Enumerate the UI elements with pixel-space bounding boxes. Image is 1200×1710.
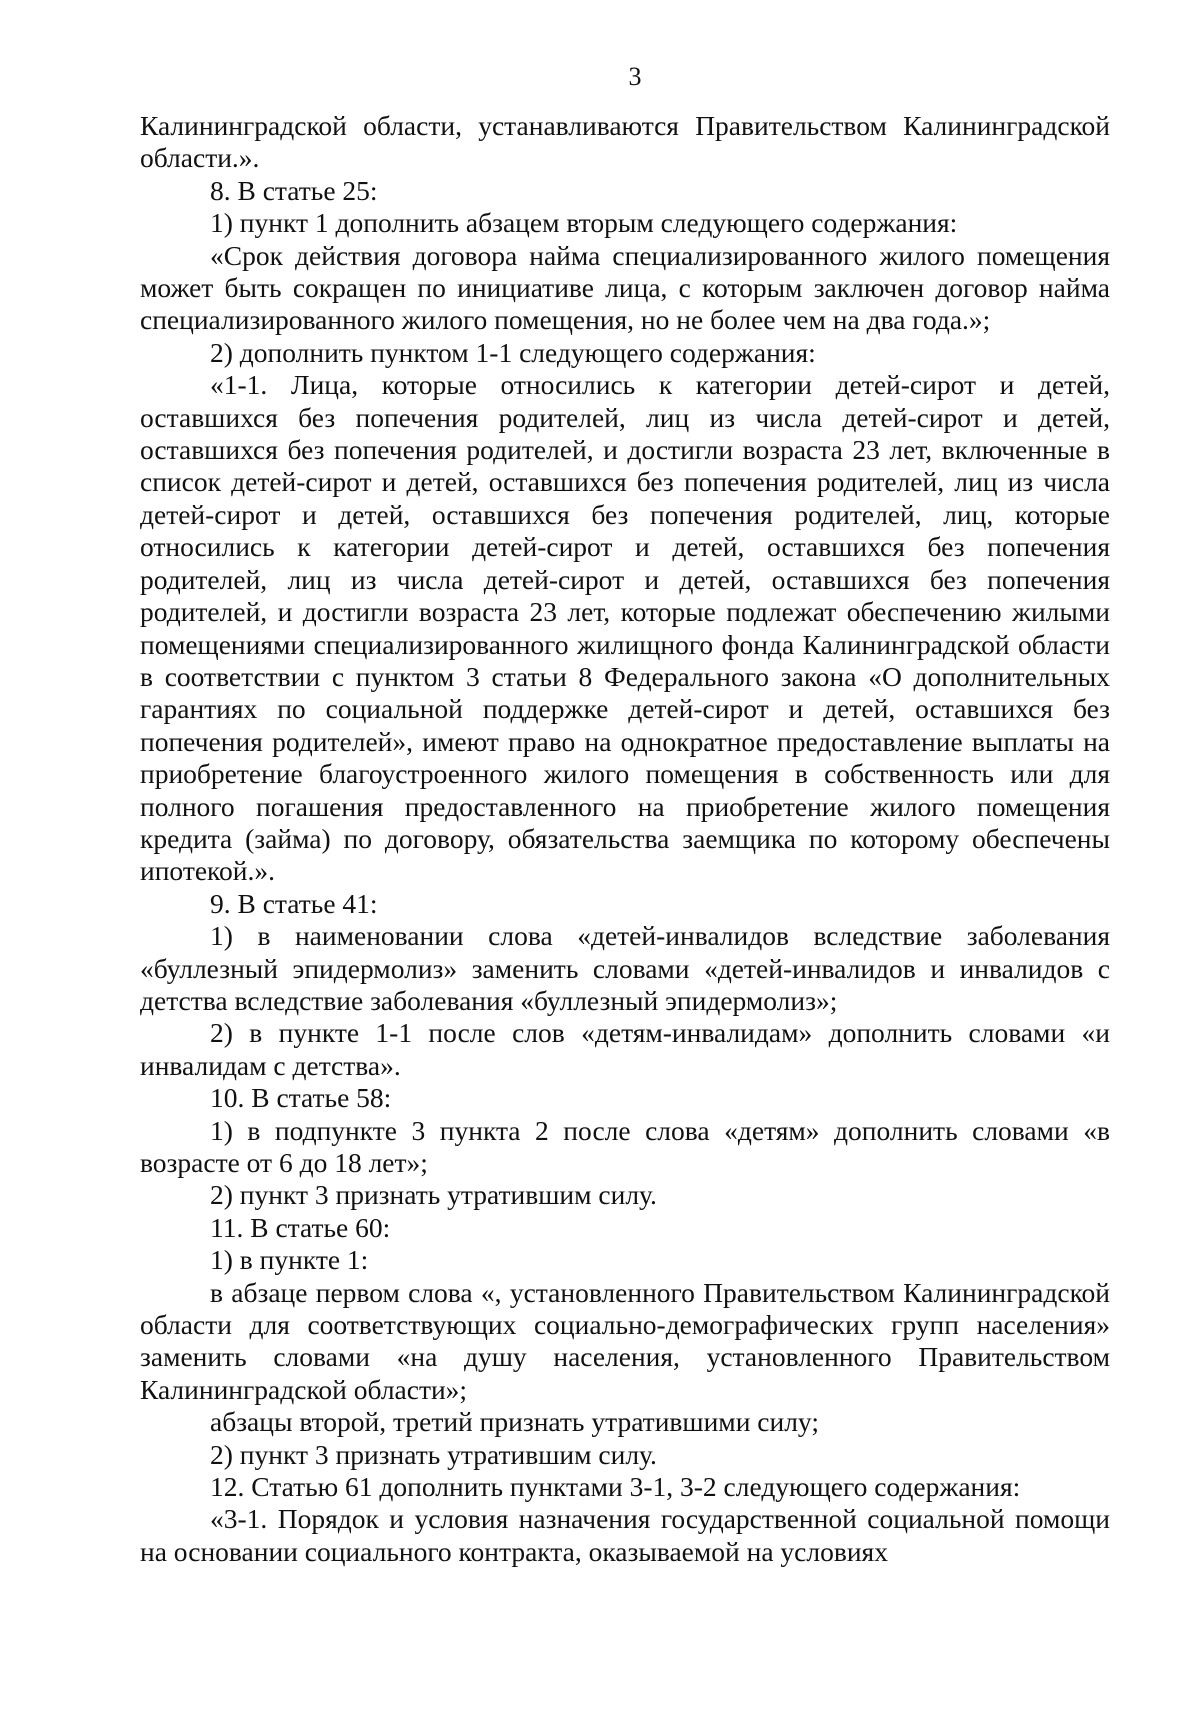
- paragraph: 1) в пункте 1:: [210, 1244, 369, 1276]
- paragraph: «Срок действия договора найма специализированного жилого помещения может быть сокращен по инициативе лица, с которым заключен договор найма специализированного жилого помещения, но не более чем на два года.»;: [140, 239, 1110, 336]
- paragraph: Калининградской области, устанавливаются Правительством Калининградской области.».: [140, 110, 1110, 174]
- paragraph: 11. В статье 60:: [210, 1211, 391, 1243]
- paragraph: в абзаце первом слова «, установленного Правительством Калининградской области для соответствующих социально-демографических групп населения» заменить словами «на душу населения, установленного Правительством Калининградской области»;: [140, 1276, 1110, 1405]
- paragraph: 8. В статье 25:: [210, 174, 378, 206]
- paragraph: «3-1. Порядок и условия назначения государственной социальной помощи на основании социального контракта, оказываемой на условиях: [140, 1503, 1110, 1567]
- paragraph: абзацы второй, третий признать утратившими силу;: [210, 1406, 819, 1438]
- paragraph: 2) дополнить пунктом 1-1 следующего содержания:: [210, 336, 816, 368]
- paragraph: 1) пункт 1 дополнить абзацем вторым следующего содержания:: [210, 207, 958, 239]
- paragraph: 2) в пункте 1-1 после слов «детям-инвалидам» дополнить словами «и инвалидам с детства».: [140, 1017, 1110, 1081]
- paragraph: 2) пункт 3 признать утратившим силу.: [210, 1438, 657, 1470]
- page-number: 3: [628, 62, 642, 91]
- paragraph: 2) пункт 3 признать утратившим силу.: [210, 1179, 657, 1211]
- paragraph: 9. В статье 41:: [210, 887, 378, 919]
- paragraph: 1) в наименовании слова «детей-инвалидов вследствие заболевания «буллезный эпидермолиз» заменить словами «детей-инвалидов и инвалидов с детства вследствие заболевания «буллезный эпидермолиз»;: [140, 920, 1110, 1016]
- paragraph: 1) в подпункте 3 пункта 2 после слова «детям» дополнить словами «в возрасте от 6 до 18 лет»;: [140, 1114, 1110, 1178]
- paragraph: «1-1. Лица, которые относились к категории детей-сирот и детей, оставшихся без попечения родителей, лиц из числа детей-сирот и детей, оставшихся без попечения родителей, и достигли возраста 23 лет, включенные в список детей-сирот и детей, оставшихся без попечения родителей, лиц из числа детей-сирот и детей, оставшихся без попечения родителей, лиц, которые относились к категории детей-сирот и детей, оставшихся без попечения родителей, лиц из числа детей-сирот и детей, оставшихся без попечения родителей, и достигли возраста 23 лет, которые подлежат обеспечению жилыми помещениями специализированного жилищного фонда Калининградской области в соответствии с пунктом 3 статьи 8 Федерального закона «О дополнительных гарантиях по социальной поддержке детей-сирот и детей, оставшихся без попечения родителей», имеют право на однократное предоставление выплаты на приобретение благоустроенного жилого помещения в собственность или для полного погашения предоставленного на приобретение жилого помещения кредита (займа) по договору, обязательства заемщика по которому обеспечены ипотекой.».: [140, 369, 1110, 887]
- document-body: [140, 110, 1110, 1568]
- paragraph: 12. Статью 61 дополнить пунктами 3-1, 3-2 следующего содержания:: [210, 1471, 1021, 1503]
- paragraph: 10. В статье 58:: [210, 1082, 392, 1114]
